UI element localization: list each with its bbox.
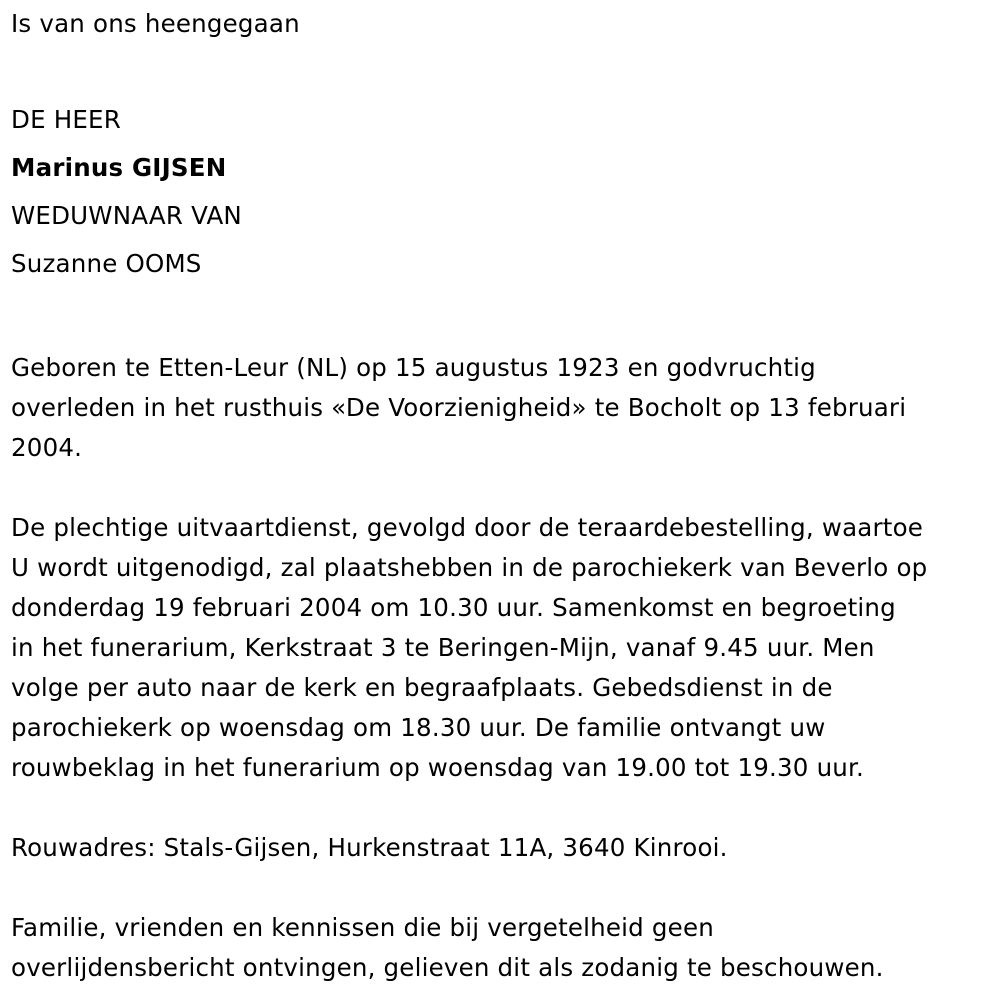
deceased-name: Marinus GIJSEN: [11, 153, 227, 182]
mourning-address: Rouwadres: Stals-Gijsen, Hurkenstraat 11A, 3640 Kinrooi.: [11, 833, 728, 862]
paragraph-line: rouwbeklag in het funerarium op woensdag van 19.00 tot 19.30 uur.: [11, 753, 865, 782]
paragraph-line: U wordt uitgenodigd, zal plaatshebben in de parochiekerk van Beverlo op: [11, 553, 928, 582]
paragraph-line: parochiekerk op woensdag om 18.30 uur. De familie ontvangt uw: [11, 713, 826, 742]
intro-text: Is van ons heengegaan: [11, 9, 300, 38]
birth-paragraph: [11, 348, 991, 468]
paragraph-line: volge per auto naar de kerk en begraafplaats. Gebedsdienst in de: [11, 673, 833, 702]
address-paragraph: [11, 828, 991, 868]
relation-label: WEDUWNAAR VAN: [11, 201, 242, 230]
paragraph-line: Familie, vrienden en kennissen die bij vergetelheid geen: [11, 913, 714, 942]
salutation: DE HEER: [11, 105, 121, 134]
service-paragraph: [11, 508, 991, 788]
death-notice: [11, 0, 991, 988]
deceased-block: [11, 96, 991, 288]
closing-paragraph: [11, 908, 991, 988]
paragraph-line: overlijdensbericht ontvingen, gelieven dit als zodanig te beschouwen.: [11, 953, 884, 982]
paragraph-line: 2004.: [11, 433, 83, 462]
paragraph-line: in het funerarium, Kerkstraat 3 te Beringen-Mijn, vanaf 9.45 uur. Men: [11, 633, 875, 662]
paragraph-line: donderdag 19 februari 2004 om 10.30 uur. Samenkomst en begroeting: [11, 593, 896, 622]
paragraph-line: overleden in het rusthuis «De Voorzienigheid» te Bocholt op 13 februari: [11, 393, 907, 422]
spouse-name: Suzanne OOMS: [11, 249, 202, 278]
paragraph-line: Geboren te Etten-Leur (NL) op 15 augustus 1923 en godvruchtig: [11, 353, 816, 382]
paragraph-line: De plechtige uitvaartdienst, gevolgd door de teraardebestelling, waartoe: [11, 513, 924, 542]
